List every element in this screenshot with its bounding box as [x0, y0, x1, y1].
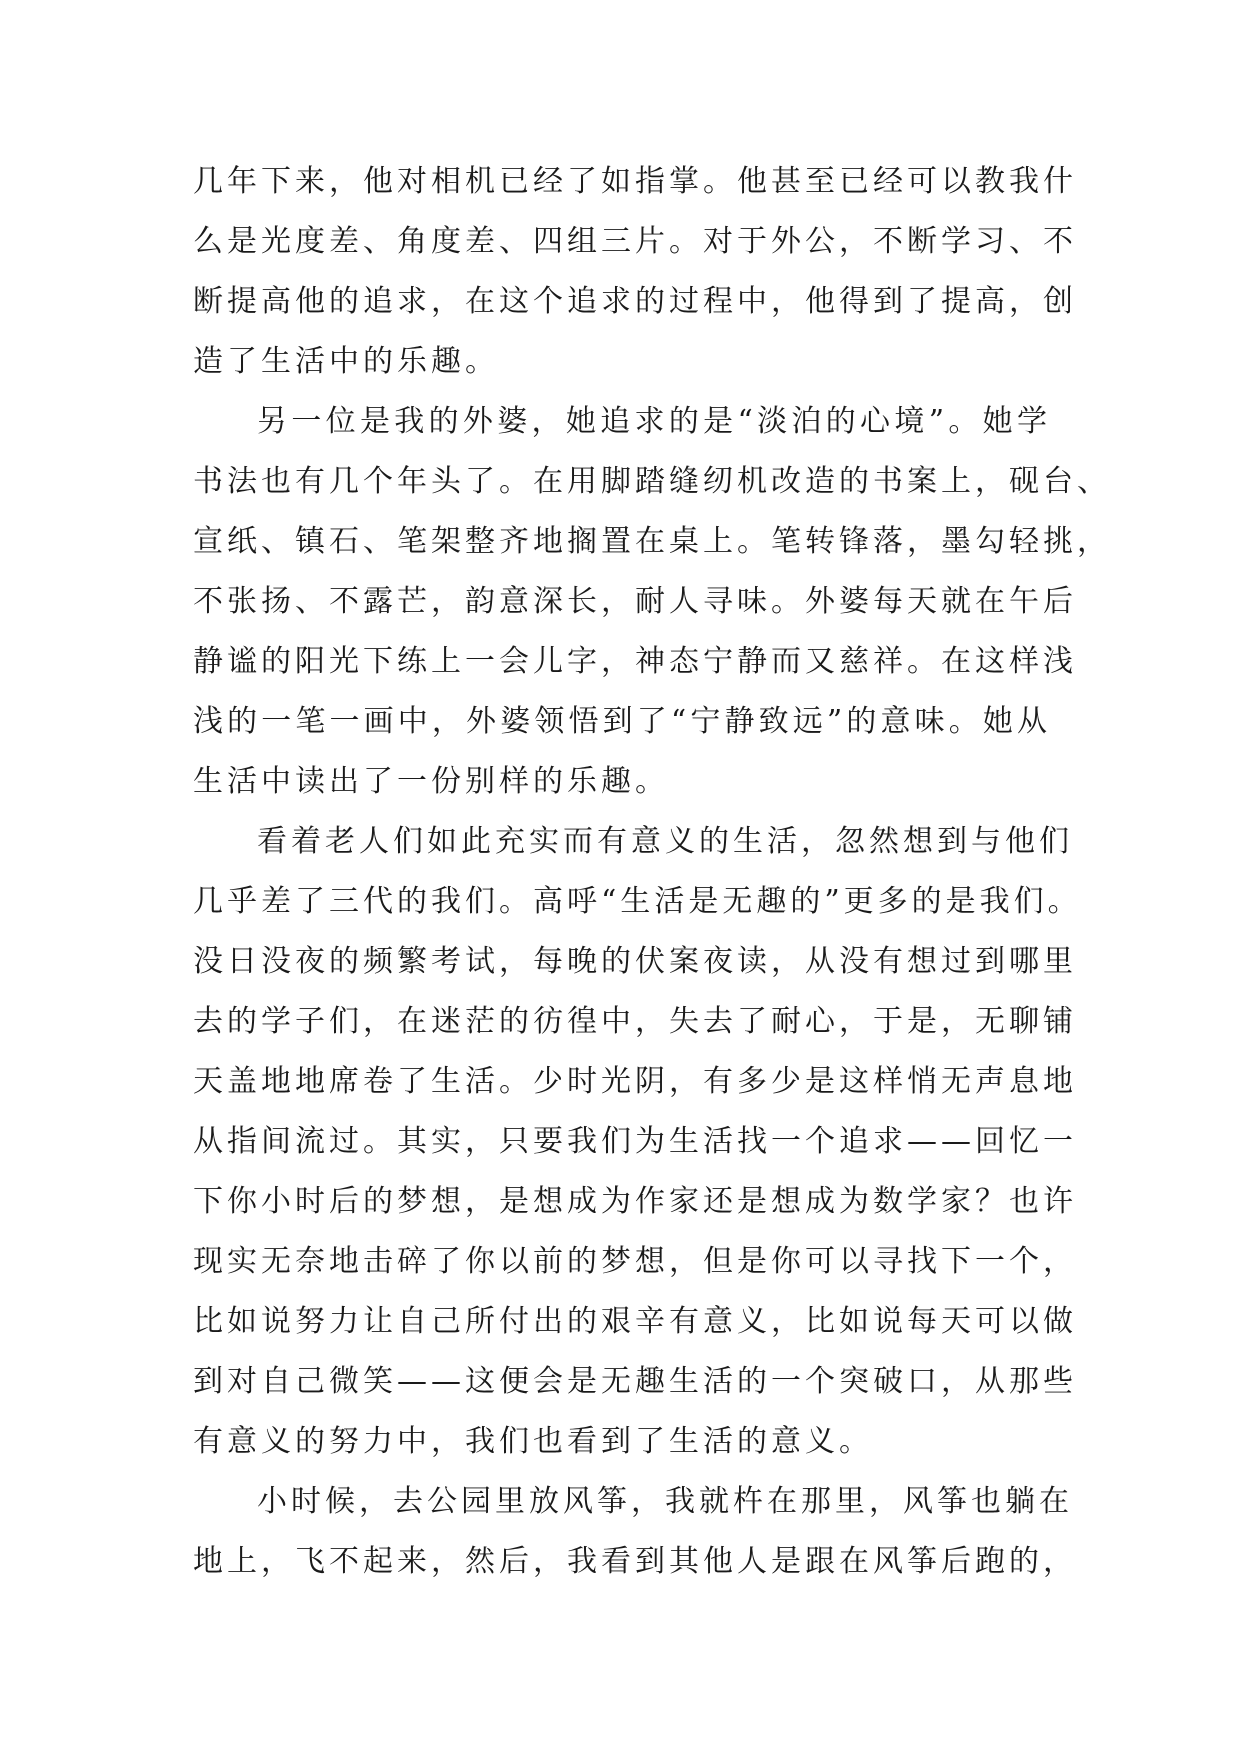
- text-line: 到对自己微笑——这便会是无趣生活的一个突破口，从那些: [193, 1364, 1077, 1399]
- paragraph-start-line: 看着老人们如此充实而有意义的生活，忽然想到与他们: [257, 824, 1073, 859]
- text-line: 么是光度差、角度差、四组三片。对于外公，不断学习、不: [193, 224, 1077, 259]
- paragraph-start-line: 小时候，去公园里放风筝，我就杵在那里，风筝也躺在: [257, 1484, 1073, 1519]
- text-line: 不张扬、不露芒，韵意深长，耐人寻味。外婆每天就在午后: [193, 584, 1077, 619]
- text-line: 造了生活中的乐趣。: [193, 344, 499, 379]
- text-line: 从指间流过。其实，只要我们为生活找一个追求——回忆一: [193, 1124, 1077, 1159]
- text-line: 书法也有几个年头了。在用脚踏缝纫机改造的书案上，砚台、: [193, 464, 1111, 499]
- text-line: 断提高他的追求，在这个追求的过程中，他得到了提高，创: [193, 284, 1077, 319]
- text-line: 下你小时后的梦想，是想成为作家还是想成为数学家？也许: [193, 1184, 1077, 1219]
- text-line: 现实无奈地击碎了你以前的梦想，但是你可以寻找下一个，: [193, 1244, 1077, 1279]
- text-line: 地上，飞不起来，然后，我看到其他人是跟在风筝后跑的，: [193, 1544, 1077, 1579]
- text-line: 天盖地地席卷了生活。少时光阴，有多少是这样悄无声息地: [193, 1064, 1077, 1099]
- text-line: 几年下来，他对相机已经了如指掌。他甚至已经可以教我什: [193, 164, 1077, 199]
- text-line: 浅的一笔一画中，外婆领悟到了“宁静致远”的意味。她从: [193, 704, 1051, 739]
- paragraph-start-line: 另一位是我的外婆，她追求的是“淡泊的心境”。她学: [257, 404, 1051, 439]
- text-line: 比如说努力让自己所付出的艰辛有意义，比如说每天可以做: [193, 1304, 1077, 1339]
- text-line: 几乎差了三代的我们。高呼“生活是无趣的”更多的是我们。: [193, 884, 1082, 919]
- text-line: 有意义的努力中，我们也看到了生活的意义。: [193, 1424, 873, 1459]
- text-line: 宣纸、镇石、笔架整齐地搁置在桌上。笔转锋落，墨勾轻挑，: [193, 524, 1111, 559]
- text-line: 生活中读出了一份别样的乐趣。: [193, 764, 669, 799]
- text-line: 静谧的阳光下练上一会儿字，神态宁静而又慈祥。在这样浅: [193, 644, 1077, 679]
- text-line: 没日没夜的频繁考试，每晚的伏案夜读，从没有想过到哪里: [193, 944, 1077, 979]
- body-text: [193, 152, 1111, 1592]
- text-line: 去的学子们，在迷茫的彷徨中，失去了耐心，于是，无聊铺: [193, 1004, 1077, 1039]
